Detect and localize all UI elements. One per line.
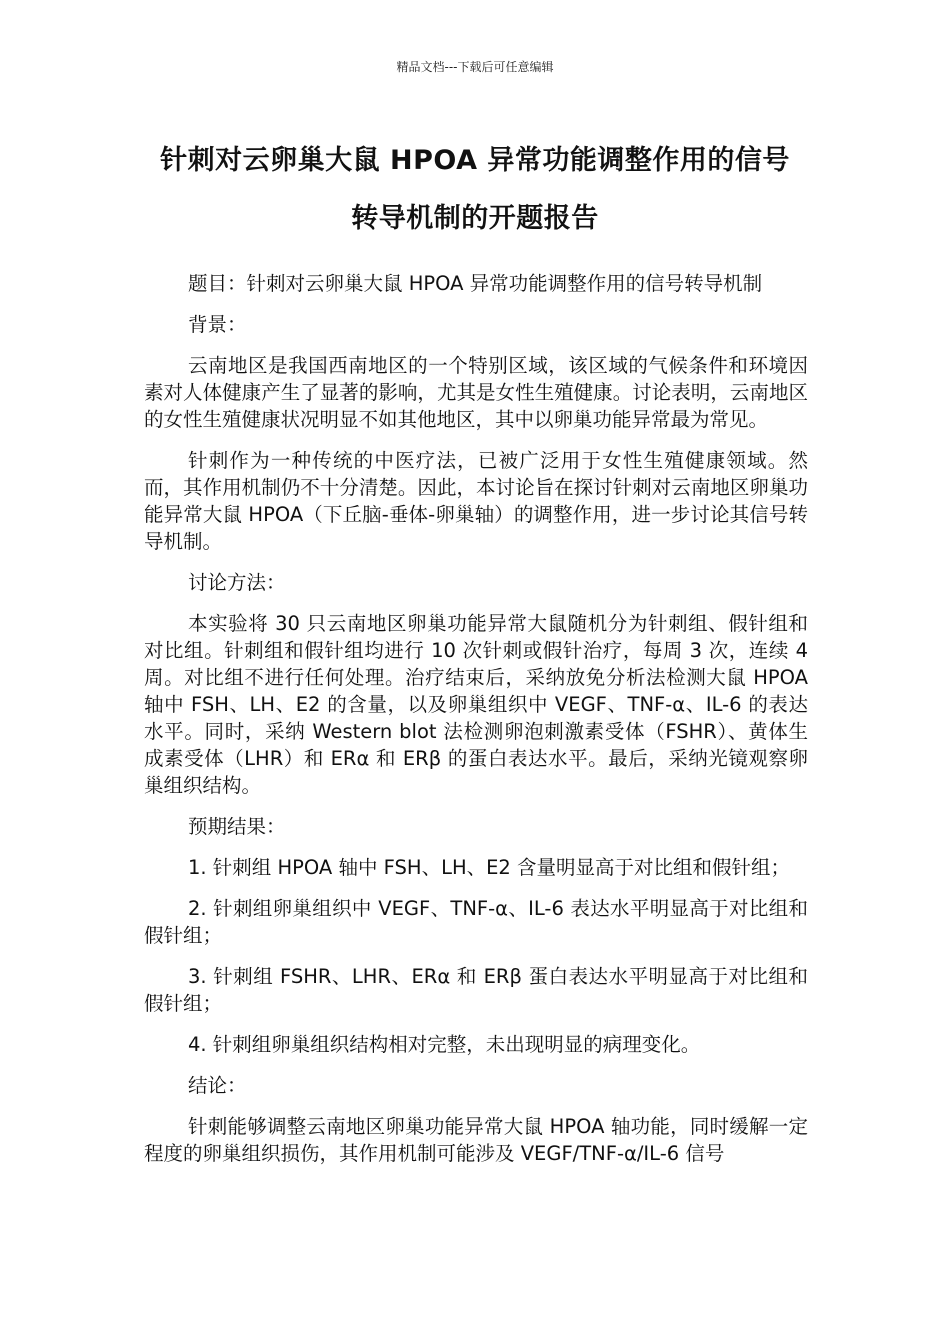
paragraph-methods: 本实验将 30 只云南地区卵巢功能异常大鼠随机分为针刺组、假针组和对比组。针刺组和假针组均进行 10 次针刺或假针治疗，每周 3 次，连续 4 周。对比组不进行任何处理。治疗结束后，采纳放免分析法检测大鼠 HPOA 轴中 FSH、LH、E2 的含量，以及卵巢组织中 VEGF、TNF-α、IL-6 的表达水平。同时，采纳 Western blot 法检测卵泡刺激素受体（FSHR）、黄体生成素受体（LHR）和 ERα 和 ERβ 的蛋白表达水平。最后，采纳光镜观察卵巢组织结构。 (144, 612, 808, 797)
page-header: 精品文档---下载后可任意编辑 (396, 60, 554, 74)
document-title-line-1: 针刺对云卵巢大鼠 HPOA 异常功能调整作用的信号 (160, 145, 790, 176)
section-heading-methods: 讨论方法： (188, 571, 286, 594)
topic-line: 题目：针刺对云卵巢大鼠 HPOA 异常功能调整作用的信号转导机制 (188, 272, 763, 295)
document-body (144, 270, 808, 1181)
section-heading-background: 背景： (188, 313, 247, 336)
result-item-2: 2. 针刺组卵巢组织中 VEGF、TNF-α、IL-6 表达水平明显高于对比组和假针组； (144, 897, 808, 947)
document-title-line-2: 转导机制的开题报告 (351, 203, 599, 234)
paragraph-conclusion: 针刺能够调整云南地区卵巢功能异常大鼠 HPOA 轴功能，同时缓解一定程度的卵巢组织损伤，其作用机制可能涉及 VEGF/TNF-α/IL-6 信号 (144, 1115, 808, 1165)
section-heading-conclusion: 结论： (188, 1074, 247, 1097)
result-item-1: 1. 针刺组 HPOA 轴中 FSH、LH、E2 含量明显高于对比组和假针组； (188, 856, 791, 879)
paragraph-background-1: 云南地区是我国西南地区的一个特别区域，该区域的气候条件和环境因素对人体健康产生了显著的影响，尤其是女性生殖健康。讨论表明，云南地区的女性生殖健康状况明显不如其他地区，其中以卵巢功能异常最为常见。 (144, 354, 808, 431)
result-item-4: 4. 针刺组卵巢组织结构相对完整，未出现明显的病理变化。 (188, 1033, 701, 1056)
paragraph-background-2: 针刺作为一种传统的中医疗法，已被广泛用于女性生殖健康领域。然而，其作用机制仍不十分清楚。因此，本讨论旨在探讨针刺对云南地区卵巢功能异常大鼠 HPOA（下丘脑-垂体-卵巢轴）的调整作用，进一步讨论其信号转导机制。 (144, 449, 808, 553)
section-heading-expected-results: 预期结果： (188, 815, 286, 838)
result-item-3: 3. 针刺组 FSHR、LHR、ERα 和 ERβ 蛋白表达水平明显高于对比组和假针组； (144, 965, 808, 1015)
